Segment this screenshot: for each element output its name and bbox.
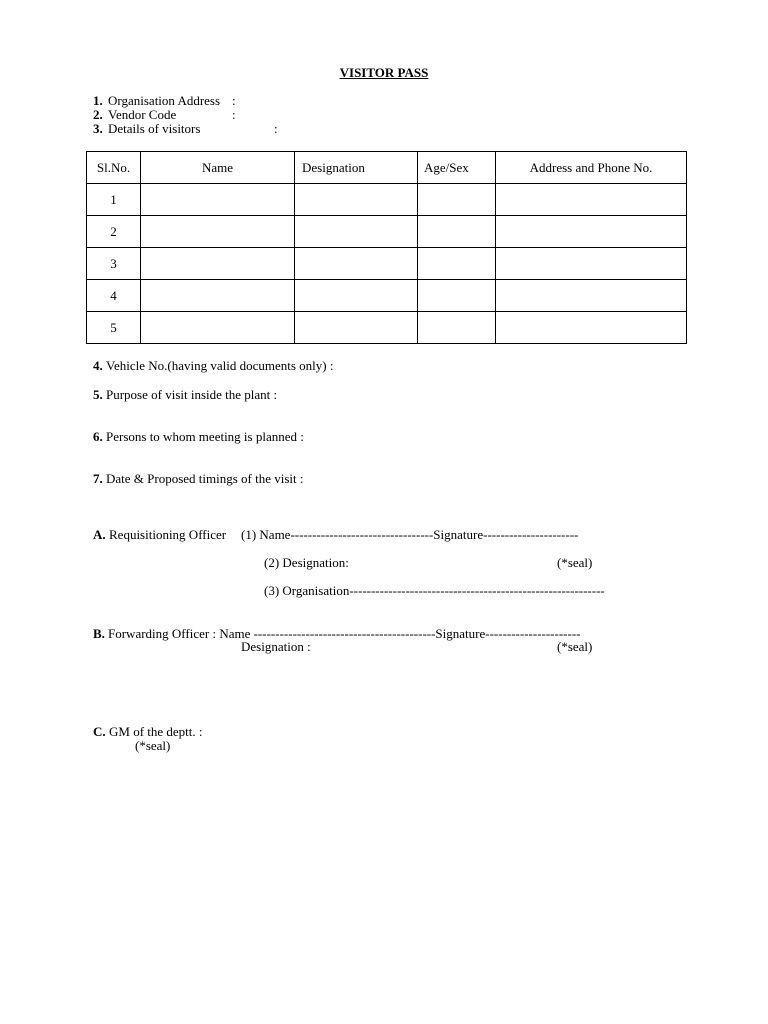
requisitioning-seal: (*seal)	[557, 555, 593, 570]
row-serial: 2	[87, 216, 141, 248]
item-7-number: 7.	[93, 471, 103, 486]
col-header-address-phone: Address and Phone No.	[496, 152, 687, 184]
designation-cell[interactable]	[295, 216, 418, 248]
designation-cell[interactable]	[295, 312, 418, 344]
persons-meeting-label: Persons to whom meeting is planned :	[106, 429, 304, 444]
age-sex-cell[interactable]	[418, 248, 496, 280]
requisitioning-name-signature-line: (1) Name---------------------------------Signature----------------------	[241, 527, 579, 542]
designation-cell[interactable]	[295, 184, 418, 216]
name-cell[interactable]	[141, 248, 295, 280]
table-row	[87, 216, 687, 248]
name-cell[interactable]	[141, 184, 295, 216]
age-sex-cell[interactable]	[418, 312, 496, 344]
age-sex-cell[interactable]	[418, 216, 496, 248]
table-row	[87, 280, 687, 312]
vendor-code-label: Vendor Code	[108, 107, 177, 122]
requisitioning-designation-label: (2) Designation:	[264, 555, 349, 570]
name-cell[interactable]	[141, 216, 295, 248]
table-row	[87, 312, 687, 344]
forwarding-officer-line: Forwarding Officer : Name ------------------------------------------Signature----------------------	[108, 626, 581, 641]
name-cell[interactable]	[141, 280, 295, 312]
col-header-slno: Sl.No.	[87, 152, 141, 184]
details-of-visitors-colon: :	[274, 121, 278, 136]
forwarding-seal: (*seal)	[557, 639, 593, 654]
table-row	[87, 248, 687, 280]
row-serial: 5	[87, 312, 141, 344]
table-row	[87, 184, 687, 216]
section-b-letter: B.	[93, 626, 105, 641]
item-6-number: 6.	[93, 429, 103, 444]
table-header-row	[87, 152, 687, 184]
address-phone-cell[interactable]	[496, 184, 687, 216]
row-serial: 4	[87, 280, 141, 312]
col-header-designation: Designation	[295, 152, 418, 184]
row-serial: 3	[87, 248, 141, 280]
address-phone-cell[interactable]	[496, 216, 687, 248]
gm-of-deptt-label: GM of the deptt. :	[109, 724, 203, 739]
address-phone-cell[interactable]	[496, 312, 687, 344]
organisation-address-label: Organisation Address	[108, 93, 221, 108]
visitors-table	[86, 151, 687, 344]
vendor-code-colon: :	[232, 107, 236, 122]
item-3-number: 3.	[93, 121, 103, 136]
item-1-number: 1.	[93, 93, 103, 108]
item-5-number: 5.	[93, 387, 103, 402]
col-header-name: Name	[141, 152, 295, 184]
requisitioning-organisation-line: (3) Organisation-----------------------------------------------------------	[264, 583, 605, 598]
page-title: VISITOR PASS	[339, 65, 429, 80]
name-cell[interactable]	[141, 312, 295, 344]
purpose-of-visit-label: Purpose of visit inside the plant :	[106, 387, 278, 402]
gm-seal: (*seal)	[135, 738, 171, 753]
organisation-address-colon: :	[232, 93, 236, 108]
item-2-number: 2.	[93, 107, 103, 122]
designation-cell[interactable]	[295, 248, 418, 280]
vehicle-no-label: Vehicle No.(having valid documents only) :	[106, 358, 334, 373]
requisitioning-officer-label: Requisitioning Officer	[109, 527, 227, 542]
section-a-letter: A.	[93, 527, 106, 542]
details-of-visitors-label: Details of visitors	[108, 121, 201, 136]
forwarding-designation-label: Designation :	[241, 639, 311, 654]
age-sex-cell[interactable]	[418, 280, 496, 312]
section-c-letter: C.	[93, 724, 106, 739]
age-sex-cell[interactable]	[418, 184, 496, 216]
row-serial: 1	[87, 184, 141, 216]
col-header-age-sex: Age/Sex	[418, 152, 496, 184]
designation-cell[interactable]	[295, 280, 418, 312]
address-phone-cell[interactable]	[496, 280, 687, 312]
item-4-number: 4.	[93, 358, 103, 373]
address-phone-cell[interactable]	[496, 248, 687, 280]
date-timings-label: Date & Proposed timings of the visit :	[106, 471, 304, 486]
